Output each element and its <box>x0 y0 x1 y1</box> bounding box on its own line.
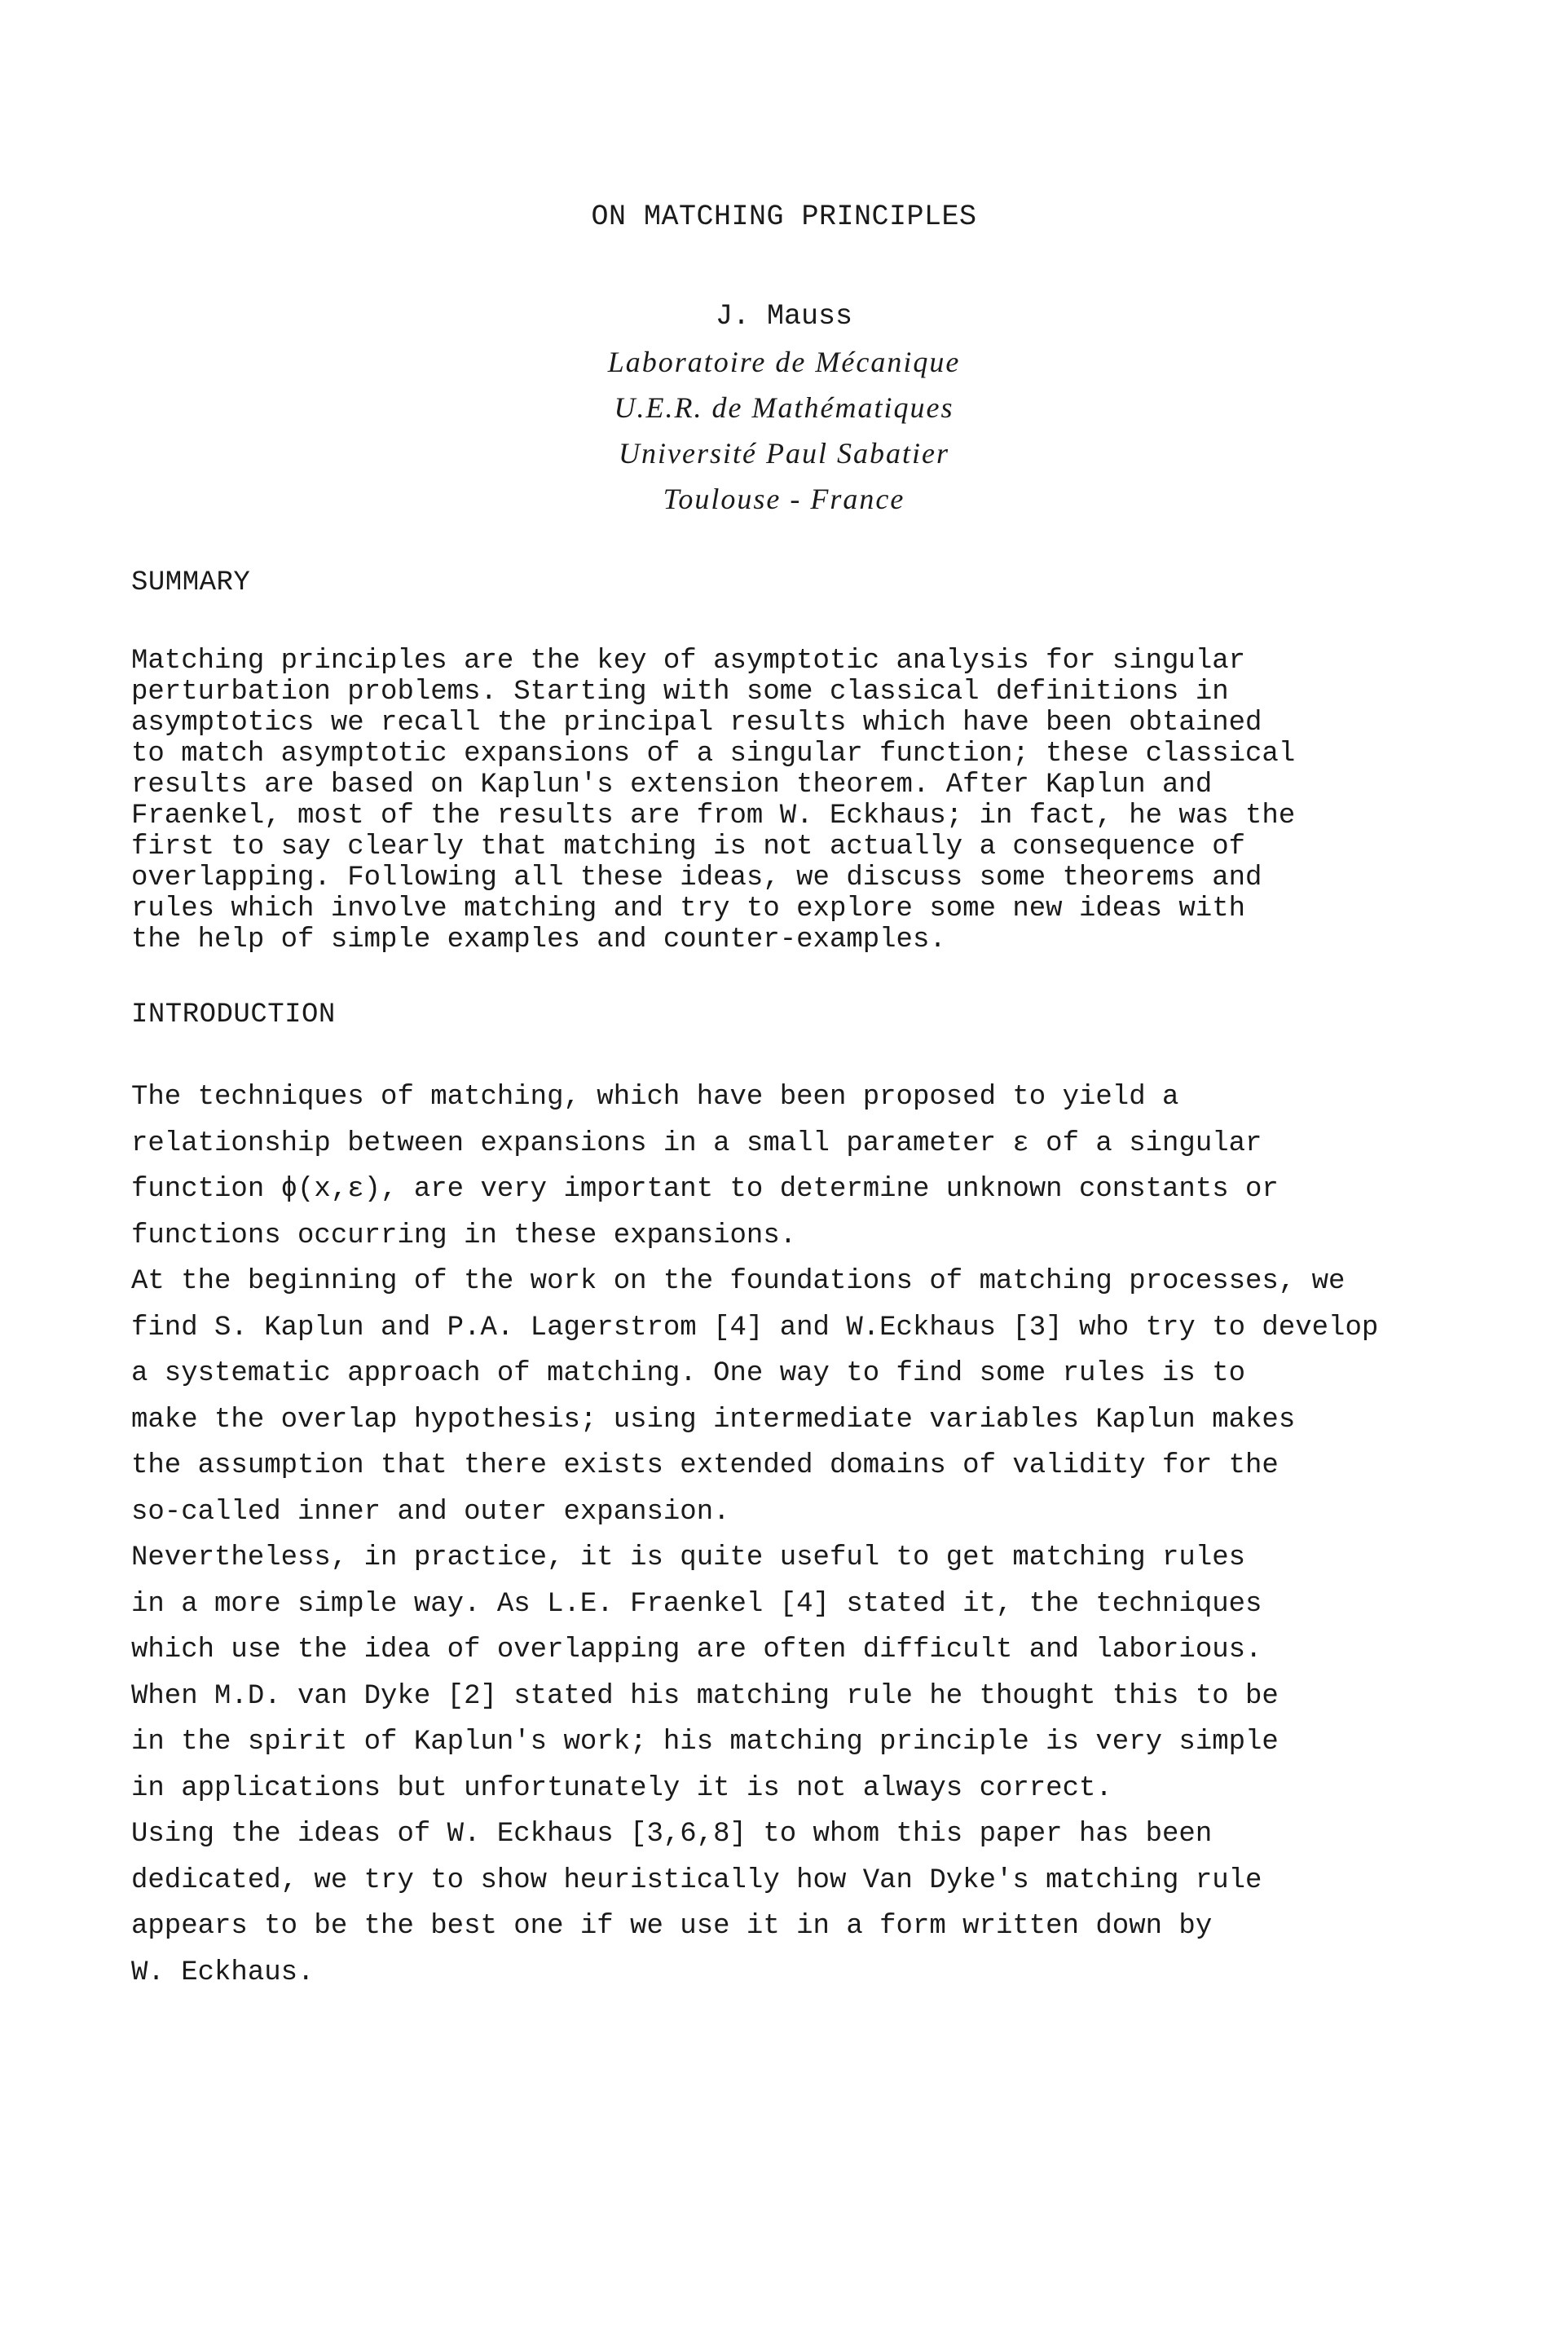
summary-line: the help of simple examples and counter-examples. <box>131 924 946 955</box>
affiliation-line: Laboratoire de Mécanique <box>607 346 961 378</box>
summary-line: perturbation problems. Starting with some classical definitions in <box>131 677 1229 708</box>
intro-line: the assumption that there exists extended domains of validity for the <box>131 1450 1279 1481</box>
intro-line: a systematic approach of matching. One way to find some rules is to <box>131 1358 1246 1389</box>
paper-title: ON MATCHING PRINCIPLES <box>591 201 977 233</box>
intro-line: in the spirit of Kaplun's work; his matching principle is very simple <box>131 1727 1279 1758</box>
intro-line: in applications but unfortunately it is not always correct. <box>131 1772 1112 1804</box>
affiliation-line: U.E.R. de Mathématiques <box>614 391 954 424</box>
intro-line: When M.D. van Dyke [2] stated his matching rule he thought this to be <box>131 1680 1279 1712</box>
intro-line: so-called inner and outer expansion. <box>131 1496 730 1528</box>
intro-line: find S. Kaplun and P.A. Lagerstrom [4] and W.Eckhaus [3] who try to develop <box>131 1312 1379 1343</box>
summary-line: overlapping. Following all these ideas, we discuss some theorems and <box>131 862 1262 893</box>
summary-line: rules which involve matching and try to explore some new ideas with <box>131 893 1246 924</box>
intro-line: function ϕ(x,ε), are very important to determine unknown constants or <box>131 1174 1279 1205</box>
intro-line: which use the idea of overlapping are often difficult and laborious. <box>131 1635 1262 1665</box>
summary-line: first to say clearly that matching is not actually a consequence of <box>131 832 1246 862</box>
intro-line: At the beginning of the work on the foundations of matching processes, we <box>131 1266 1346 1297</box>
affiliation-line: Toulouse - France <box>663 483 905 515</box>
summary-heading: SUMMARY <box>131 567 251 598</box>
introduction-paragraph <box>131 1074 1517 1996</box>
summary-line: results are based on Kaplun's extension theorem. After Kaplun and <box>131 770 1213 801</box>
summary-line: asymptotics we recall the principal results which have been obtained <box>131 708 1262 739</box>
intro-line: functions occurring in these expansions. <box>131 1220 797 1251</box>
intro-line: in a more simple way. As L.E. Fraenkel [4] stated it, the techniques <box>131 1588 1262 1620</box>
intro-line: Using the ideas of W. Eckhaus [3,6,8] to whom this paper has been <box>131 1819 1213 1850</box>
summary-line: Fraenkel, most of the results are from W. Eckhaus; in fact, he was the <box>131 801 1296 832</box>
summary-line: to match asymptotic expansions of a singular function; these classical <box>131 739 1296 770</box>
summary-line: Matching principles are the key of asymptotic analysis for singular <box>131 646 1246 677</box>
introduction-heading: INTRODUCTION <box>131 999 336 1030</box>
intro-line: make the overlap hypothesis; using intermediate variables Kaplun makes <box>131 1404 1296 1436</box>
intro-line: appears to be the best one if we use it in a form written down by <box>131 1911 1213 1942</box>
author-block <box>0 293 1568 522</box>
intro-line: relationship between expansions in a small parameter ε of a singular <box>131 1127 1262 1159</box>
summary-paragraph <box>131 646 1468 955</box>
author-name: J. Mauss <box>715 300 853 333</box>
intro-line: Nevertheless, in practice, it is quite useful to get matching rules <box>131 1542 1246 1573</box>
intro-line: The techniques of matching, which have been proposed to yield a <box>131 1082 1179 1113</box>
intro-line: W. Eckhaus. <box>131 1957 315 1988</box>
intro-line: dedicated, we try to show heuristically how Van Dyke's matching rule <box>131 1864 1262 1896</box>
affiliation-line: Université Paul Sabatier <box>619 437 949 470</box>
